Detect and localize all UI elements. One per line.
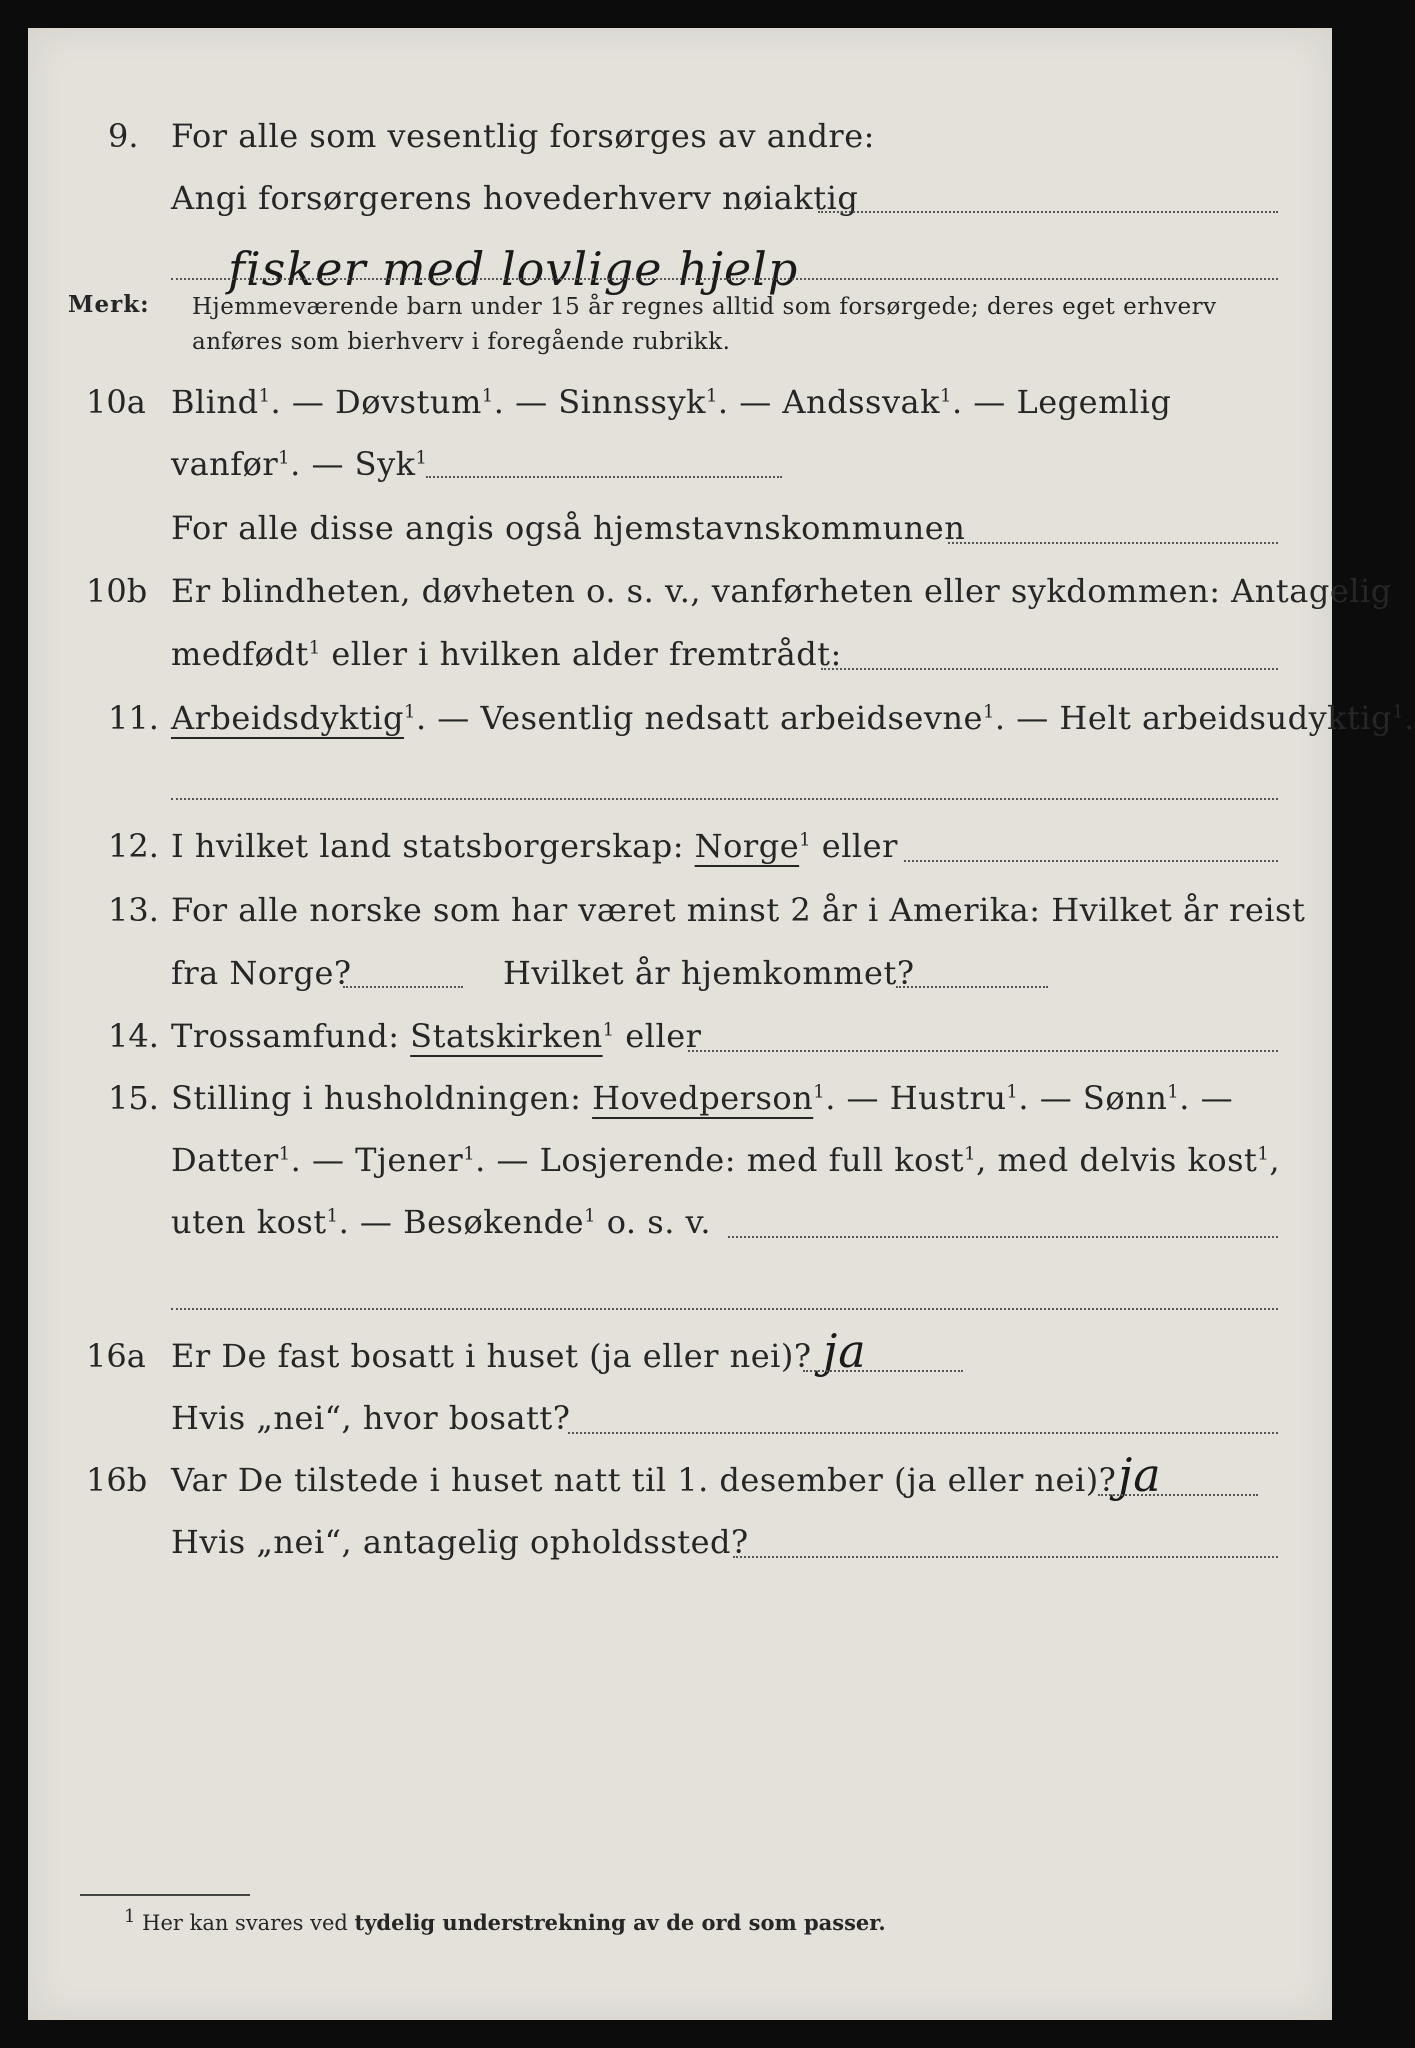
q9-handwritten-answer: fisker med lovlige hjelp [228,242,799,296]
q13-reist-line [343,986,463,988]
q10a-line2: vanfør$^1$. — Syk$^1$ [171,445,428,483]
q16a-line1: Er De fast bosatt i huset (ja eller nei)? [171,1337,812,1375]
q13-number: 13. [108,891,159,929]
merk-label: Merk: [68,291,150,318]
footnote: 1 Her kan svares ved tydelig understrekning av de ord som passer. [124,1906,886,1935]
q10b-answer-line [821,668,1278,670]
q9-line1: For alle som vesentlig forsørges av andre: [171,117,875,155]
q12-number: 12. [108,827,159,865]
q16b-line2: Hvis „nei“, antagelig opholdssted? [171,1523,749,1561]
q16b-answer-line [1098,1494,1258,1496]
q10b-line1: Er blindheten, døvheten o. s. v., vanførheten eller sykdommen: Antagelig [171,572,1392,610]
q11-answer-line [171,798,1278,800]
q13-line1: For alle norske som har været minst 2 år i Amerika: Hvilket år reist [171,891,1306,929]
q15-line3: uten kost$^1$. — Besøkende$^1$ o. s. v. [171,1203,711,1241]
q10a-line3: For alle disse angis også hjemstavnskommunen [171,509,966,547]
q15-line2: Datter$^1$. — Tjener$^1$. — Losjerende: med full kost$^1$, med delvis kost$^1$, [171,1141,1281,1179]
q13-line2b: Hvilket år hjemkommet? [503,954,915,992]
q9-answer-line-2 [171,278,1278,280]
q15-line1: Stilling i husholdningen: Hovedperson$^1$. — Hustru$^1$. — Sønn$^1$. — [171,1079,1234,1117]
q16a-bosatt-line [568,1432,1278,1434]
q10a-hjemstavn-line [948,542,1278,544]
q9-line2: Angi forsørgerens hovederhverv nøiaktig [171,179,859,217]
q11-line: Arbeidsdyktig$^1$. — Vesentlig nedsatt arbeidsevne$^1$. — Helt arbeidsudyktig$^1$. [171,699,1415,737]
merk-line1: Hjemmeværende barn under 15 år regnes alltid som forsørgede; deres eget erhverv [192,294,1217,320]
q15-answer-line-2 [171,1308,1278,1310]
q12-answer-line [904,860,1278,862]
q13-line2a: fra Norge? [171,954,352,992]
q16a-line2: Hvis „nei“, hvor bosatt? [171,1399,571,1437]
q13-hjemkommet-line [896,986,1048,988]
q12-line: I hvilket land statsborgerskap: Norge$^1$ eller [171,827,898,865]
q15-number: 15. [108,1079,159,1117]
footnote-rule [80,1894,250,1896]
q10b-line2: medfødt$^1$ eller i hvilken alder fremtrådt: [171,635,842,673]
q9-number: 9. [108,117,139,155]
merk-line2: anføres som bierhverv i foregående rubrikk. [192,329,731,355]
q14-line: Trossamfund: Statskirken$^1$ eller [171,1017,702,1055]
q16b-line1: Var De tilstede i huset natt til 1. desember (ja eller nei)? [171,1461,1117,1499]
q10a-line1: Blind$^1$. — Døvstum$^1$. — Sinnssyk$^1$. — Andssvak$^1$. — Legemlig [171,383,1172,421]
q11-number: 11. [108,699,159,737]
q10b-number: 10b [86,572,148,610]
q15-answer-line [728,1236,1278,1238]
q16b-number: 16b [86,1461,148,1499]
q16a-answer-line [803,1370,963,1372]
q14-number: 14. [108,1017,159,1055]
q10a-syk-line [426,476,782,478]
q16b-handwritten-answer: ja [1118,1448,1162,1502]
q9-answer-line [818,211,1278,213]
q16a-number: 16a [86,1337,146,1375]
q10a-number: 10a [86,383,146,421]
q16a-handwritten-answer: ja [823,1324,867,1378]
q14-answer-line [688,1050,1278,1052]
q16b-opholdssted-line [733,1556,1278,1558]
census-form-page [28,28,1415,2020]
